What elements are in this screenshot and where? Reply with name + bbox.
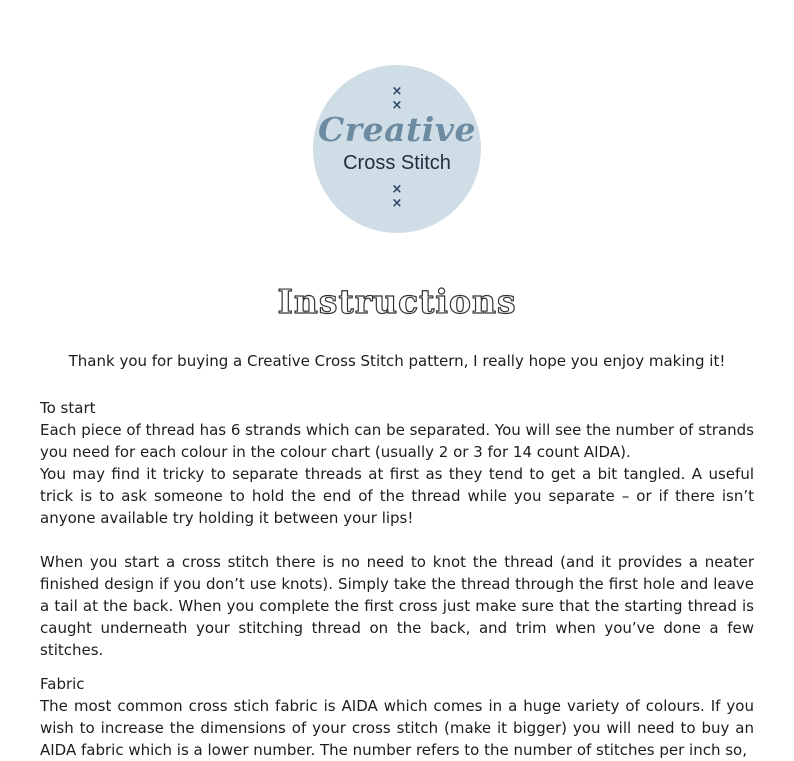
page-title: Instructions [277, 282, 517, 321]
section-heading-to-start: To start [40, 399, 96, 417]
paragraph-fabric: The most common cross stich fabric is AIDA which comes in a huge variety of colours. If you wish to increase the dimensions of your cross stitch (make it bigger) you will need to buy an AIDA fabric which is a lower number. The number refers to the number of stitches per inch so, [40, 697, 754, 759]
logo-sub-text: Cross Stitch [343, 152, 451, 174]
logo-badge [313, 65, 481, 233]
logo-brand-text: Creative [318, 110, 476, 149]
paragraph-strands: Each piece of thread has 6 strands which can be separated. You will see the number of strands you need for each colour in the colour chart (usually 2 or 3 for 14 count AIDA). [40, 421, 754, 461]
section-heading-fabric: Fabric [40, 675, 85, 693]
cross-stitch-mark-bottom: × × [391, 182, 403, 211]
instructions-body [40, 397, 754, 761]
paragraph-separating: You may find it tricky to separate threads at first as they tend to get a bit tangled. A useful trick is to ask someone to hold the end of the thread while you separate – or if there isn’t anyone available try holding it between your lips! [40, 465, 754, 527]
cross-stitch-mark-top: × × [391, 84, 403, 113]
intro-text: Thank you for buying a Creative Cross Stitch pattern, I really hope you enjoy making it! [68, 352, 726, 370]
paragraph-starting-stitch: When you start a cross stitch there is no need to knot the thread (and it provides a neater finished design if you don’t use knots). Simply take the thread through the first hole and leave a tail at the back. When you complete the first cross just make sure that the starting thread is caught underneath your stitching thread on the back, and trim when you’ve done a few stitches. [40, 553, 754, 659]
